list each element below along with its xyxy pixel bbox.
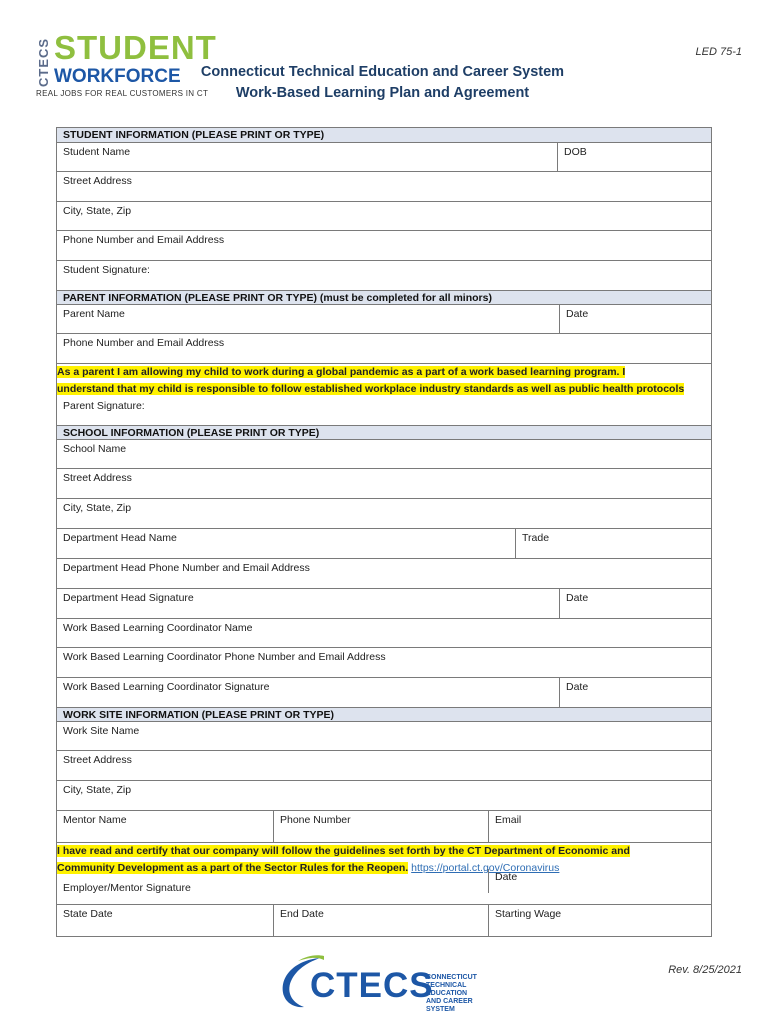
employer-date-field[interactable]: Date [488, 869, 711, 893]
worksite-address-field[interactable]: Street Address [63, 754, 132, 766]
revision-date: Rev. 8/25/2021 [668, 964, 742, 976]
student-dob-field[interactable]: DOB [557, 143, 711, 171]
logo-ctecs-text: CTECS [36, 37, 51, 87]
start-date-field[interactable]: State Date [63, 908, 113, 920]
title-line-1: Connecticut Technical Education and Career System [200, 64, 565, 80]
student-workforce-logo [36, 29, 217, 100]
employer-certification-block [57, 843, 711, 904]
footer-logo-subtitle [426, 974, 501, 1014]
footer-sub-3: AND CAREER SYSTEM [426, 998, 473, 1013]
logo-tagline: REAL JOBS FOR REAL CUSTOMERS IN CT [36, 89, 209, 98]
employer-certification-line-1: I have read and certify that our company will follow the guidelines set forth by the CT Department of Economic and [57, 845, 630, 857]
parent-phone-field[interactable]: Phone Number and Email Address [63, 337, 225, 349]
coordinator-phone-field[interactable]: Work Based Learning Coordinator Phone Number and Email Address [63, 651, 386, 663]
logo-workforce-text: WORKFORCE [54, 66, 181, 87]
footer-ctecs-text: CTECS [310, 966, 434, 1005]
parent-signature-field[interactable]: Parent Signature: [63, 400, 145, 412]
department-head-phone-field[interactable]: Department Head Phone Number and Email Address [63, 562, 310, 574]
student-signature-field[interactable]: Student Signature: [63, 264, 150, 276]
student-phone-field[interactable]: Phone Number and Email Address [63, 234, 225, 246]
department-head-date-field[interactable]: Date [559, 589, 711, 618]
ctecs-footer-logo [276, 952, 501, 1013]
coordinator-name-field[interactable]: Work Based Learning Coordinator Name [63, 622, 253, 634]
page-title [180, 62, 585, 104]
worksite-city-field[interactable]: City, State, Zip [63, 784, 132, 796]
footer-sub-1: CONNECTICUT [426, 974, 477, 981]
trade-field[interactable]: Trade [515, 529, 711, 558]
parent-date-field[interactable]: Date [559, 305, 711, 333]
student-address-field[interactable]: Street Address [63, 175, 132, 187]
parent-consent-line-2: understand that my child is responsible to follow established workplace industry standards as well as public health protocols [57, 383, 685, 395]
document-number: LED 75-1 [695, 46, 742, 58]
starting-wage-field[interactable]: Starting Wage [488, 905, 711, 936]
agreement-form [56, 127, 712, 937]
mentor-phone-field[interactable]: Phone Number [273, 811, 488, 842]
school-section-heading: SCHOOL INFORMATION (PLEASE PRINT OR TYPE) [57, 425, 711, 439]
worksite-name-field[interactable]: Work Site Name [63, 725, 140, 737]
coordinator-signature-field[interactable]: Work Based Learning Coordinator Signature [63, 681, 270, 693]
coordinator-date-field[interactable]: Date [559, 678, 711, 707]
student-name-row [57, 142, 711, 171]
employer-certification-line-2: Community Development as a part of the Sector Rules for the Reopen. [57, 862, 409, 874]
school-city-field[interactable]: City, State, Zip [63, 502, 132, 514]
title-line-2: Work-Based Learning Plan and Agreement [235, 85, 530, 101]
end-date-field[interactable]: End Date [273, 905, 488, 936]
student-city-field[interactable]: City, State, Zip [63, 205, 132, 217]
logo-student-text: STUDENT [54, 29, 217, 66]
parent-consent-block [57, 364, 711, 425]
footer-sub-2: TECHNICAL EDUCATION [426, 982, 468, 997]
department-head-name-field[interactable]: Department Head Name [63, 532, 177, 544]
school-address-field[interactable]: Street Address [63, 472, 132, 484]
mentor-email-field[interactable]: Email [488, 811, 711, 842]
worksite-section-heading: WORK SITE INFORMATION (PLEASE PRINT OR TYPE) [57, 707, 711, 721]
parent-name-field[interactable]: Parent Name [63, 308, 125, 320]
student-name-field[interactable]: Student Name [63, 146, 131, 158]
department-head-signature-field[interactable]: Department Head Signature [63, 592, 194, 604]
student-section-heading: STUDENT INFORMATION (PLEASE PRINT OR TYPE) [57, 128, 711, 142]
parent-section-heading: PARENT INFORMATION (PLEASE PRINT OR TYPE) (must be completed for all minors) [57, 290, 711, 304]
employer-signature-field[interactable]: Employer/Mentor Signature [63, 882, 191, 894]
parent-consent-line-1: As a parent I am allowing my child to work during a global pandemic as a part of a work based learning program. I [57, 366, 626, 378]
coronavirus-portal-link[interactable]: https://portal.ct.gov/Coronavirus [411, 862, 560, 874]
mentor-name-field[interactable]: Mentor Name [63, 814, 127, 826]
school-name-field[interactable]: School Name [63, 443, 127, 455]
